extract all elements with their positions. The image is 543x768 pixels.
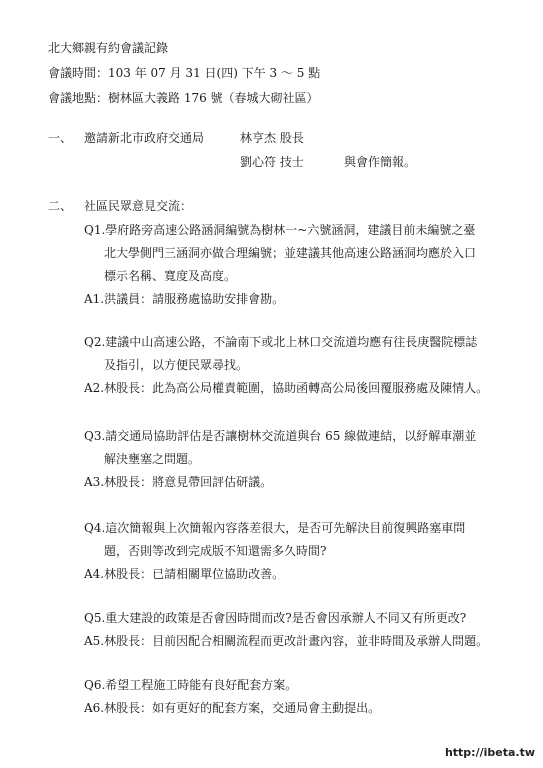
question-4-line-1: Q4.這次簡報與上次簡報內容落差很大，是否可先解決目前復興路塞車問 bbox=[84, 521, 466, 535]
answer-1: A1.洪議員：請服務處協助安排會勘。 bbox=[84, 292, 285, 306]
meeting-place: 會議地點：樹林區大義路 176 號（春城大砌社區） bbox=[48, 91, 319, 105]
question-4-line-2: 題，否則等改到完成版不知還需多久時間? bbox=[104, 544, 327, 558]
answer-3: A3.林股長：將意見帶回評估研議。 bbox=[84, 475, 273, 489]
document-title: 北大鄉親有約會議記錄 bbox=[48, 41, 169, 55]
question-1-line-3: 標示名稱、寬度及高度。 bbox=[104, 269, 237, 283]
question-3-line-2: 解決壅塞之問題。 bbox=[104, 452, 201, 466]
question-3-line-1: Q3.請交通局協助評估是否讓樹林交流道與台 65 線做連結，以紓解車潮並 bbox=[84, 429, 477, 443]
section-1-text: 邀請新北市政府交通局 bbox=[84, 131, 205, 145]
question-2-line-1: Q2.建議中山高速公路，不論南下或北上林口交流道均應有往長庚醫院標誌 bbox=[84, 335, 478, 349]
answer-5: A5.林股長：目前因配合相關流程而更改計畫內容，並非時間及承辦人問題。 bbox=[84, 634, 489, 648]
meeting-time: 會議時間：103 年 07 月 31 日(四) 下午 3 ～ 5 點 bbox=[48, 66, 321, 80]
section-1-note: 與會作簡報。 bbox=[344, 155, 417, 169]
question-5: Q5.重大建設的政策是否會因時間而改?是否會因承辦人不同又有所更改? bbox=[84, 611, 467, 625]
answer-2: A2.林股長：此為高公局權責範圍，協助函轉高公局後回覆服務處及陳情人。 bbox=[84, 381, 489, 395]
section-1-number: 一、 bbox=[48, 131, 73, 145]
question-6: Q6.希望工程施工時能有良好配套方案。 bbox=[84, 678, 298, 692]
question-1-line-2: 北大學側門三涵洞亦做合理編號；並建議其他高速公路涵洞均應於入口 bbox=[104, 246, 477, 260]
question-2-line-2: 及指引，以方便民眾尋找。 bbox=[104, 358, 249, 372]
section-2-number: 二、 bbox=[48, 199, 73, 213]
section-1-person-2: 劉心符 技士 bbox=[240, 155, 304, 169]
section-1-person-1: 林亨杰 股長 bbox=[240, 131, 304, 145]
watermark: http://ibeta.tw bbox=[444, 746, 535, 759]
answer-4: A4.林股長：已請相關單位協助改善。 bbox=[84, 567, 285, 581]
answer-6: A6.林股長：如有更好的配套方案，交通局會主動提出。 bbox=[84, 701, 381, 715]
section-2-title: 社區民眾意見交流： bbox=[84, 199, 193, 213]
question-1-line-1: Q1.學府路旁高速公路涵洞編號為樹林一~六號涵洞，建議目前未編號之臺 bbox=[84, 223, 476, 237]
